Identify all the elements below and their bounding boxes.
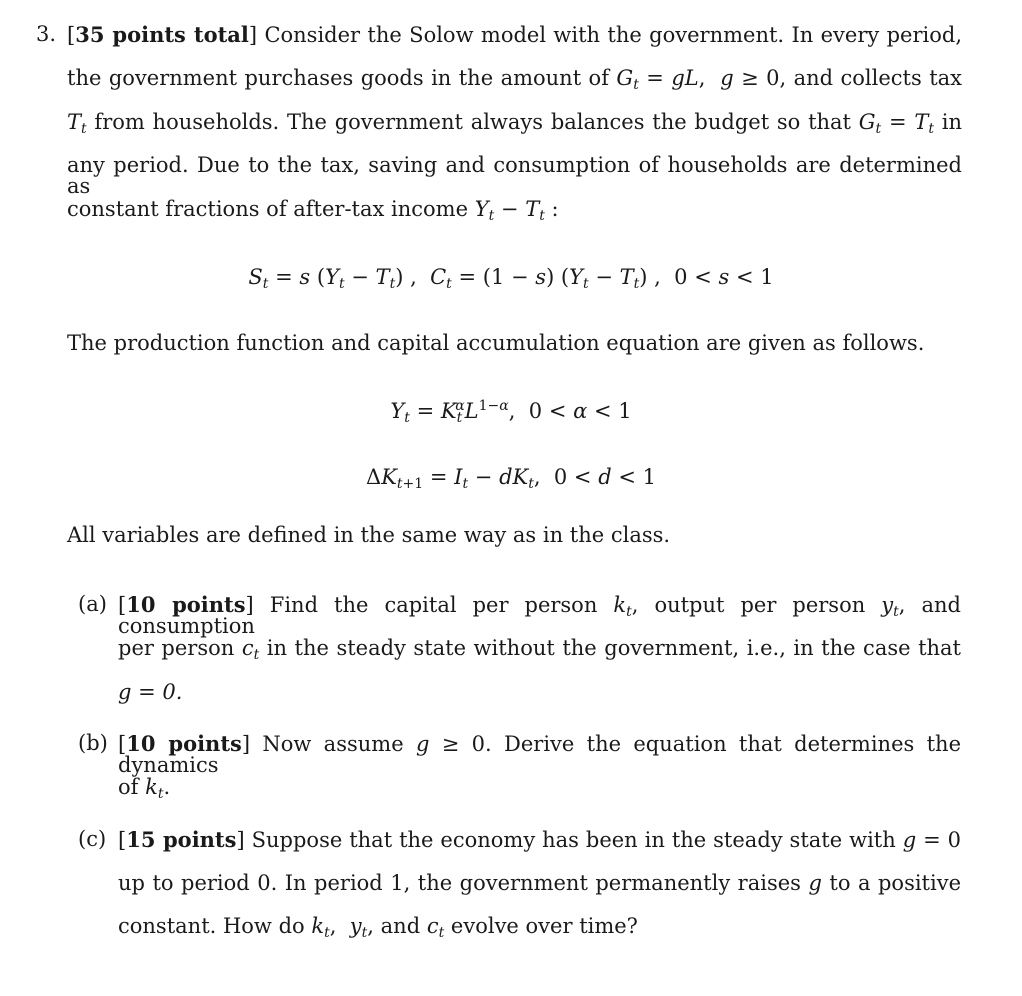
part-a-line-3 bbox=[118, 682, 182, 703]
part-c-line-3: constant. How do $k_t$, $y_t$, and $c_t$ evolve over time? bbox=[118, 914, 638, 941]
part-c-points: 15 points bbox=[126, 827, 237, 852]
problem-number bbox=[36, 24, 56, 45]
consumption-per-person: $c_t$ bbox=[241, 636, 260, 663]
part-b-label: (b) bbox=[78, 731, 108, 755]
intro-line-2 bbox=[67, 66, 962, 93]
intro-text-4: any period. Due to the tax, saving and consumption of households are determined as bbox=[67, 153, 962, 198]
intro-text-3: from households. The government always balances the budget so that bbox=[94, 110, 851, 134]
output-per-person: $y_t$ bbox=[881, 593, 899, 620]
g-equals-zero-c: g = 0 bbox=[902, 828, 962, 852]
ct-symbol: $c_t$ bbox=[426, 914, 445, 941]
production-intro bbox=[67, 333, 924, 354]
intro-text-2: the government purchases goods in the amount of bbox=[67, 66, 609, 90]
production-function-equation: $Y_t = K_t^\alpha L^{1-\alpha}$, 0 < α < 1 bbox=[390, 398, 632, 426]
definition-note-text: All variables are defined in the same way as in the class. bbox=[67, 523, 671, 547]
gov-purchase-eq: $G_t$ = gL, g ≥ 0 bbox=[616, 66, 780, 93]
part-c-line-2: up to period 0. In period 1, the government permanently raises g to a positive bbox=[118, 871, 962, 895]
intro-text-3-tail: in bbox=[941, 110, 962, 134]
saving-consumption-equation: $S_t = s$ $(Y_t - T_t)$ , $C_t = (1 - s) (Y_t - T_t)$ , 0 < s < 1 bbox=[248, 265, 774, 292]
capital-per-person: $k_t$ bbox=[613, 593, 632, 620]
intro-line-1: [35 points total] Consider the Solow model with the government. In every period, bbox=[67, 22, 962, 47]
definition-note bbox=[67, 525, 670, 546]
intro-line-5 bbox=[67, 197, 559, 224]
capital-accumulation-equation: $\Delta K_{t+1} = I_t - dK_t$, 0 < d < 1 bbox=[366, 465, 656, 492]
part-a-label: (a) bbox=[78, 592, 107, 616]
g-equals-zero: g = 0. bbox=[118, 680, 183, 704]
tax-symbol: $T_t$ bbox=[67, 110, 87, 137]
part-c-label: (c) bbox=[78, 827, 107, 851]
g-geq-zero: g ≥ 0 bbox=[415, 732, 486, 756]
intro-text-1: Consider the Solow model with the government. In every period, bbox=[264, 23, 962, 47]
intro-line-3 bbox=[67, 110, 962, 137]
part-b-points: 10 points bbox=[126, 731, 242, 756]
part-c-line-1: [15 points] Suppose that the economy has been in the steady state with g = 0 bbox=[118, 827, 962, 852]
budget-eq: $G_t = T_t$ bbox=[858, 110, 934, 137]
part-b-line-1: [10 points] Now assume g ≥ 0. Derive the equation that determines the dynamics bbox=[118, 731, 961, 777]
problem-number-text: 3. bbox=[36, 22, 57, 46]
part-b-line-2: of $k_t$. bbox=[118, 775, 171, 802]
points-total: 35 points total bbox=[75, 22, 249, 47]
after-tax-income: $Y_t - T_t$ : bbox=[474, 197, 559, 224]
g-symbol: g bbox=[808, 871, 822, 895]
production-intro-text: The production function and capital accumulation equation are given as follows. bbox=[67, 331, 925, 355]
intro-text-2-tail: , and collects tax bbox=[779, 66, 962, 90]
intro-line-4 bbox=[67, 155, 962, 197]
part-a-line-1: [10 points] Find the capital per person $k_t$, output per person $y_t$, and consumption bbox=[118, 592, 961, 638]
kt-symbol: $k_t$ bbox=[145, 775, 164, 802]
kt-yt-symbols: $k_t$, $y_t$ bbox=[311, 914, 368, 941]
intro-text-5: constant fractions of after-tax income bbox=[67, 197, 469, 221]
part-a-line-2: per person $c_t$ in the steady state without the government, i.e., in the case that bbox=[118, 636, 961, 663]
part-a-points: 10 points bbox=[126, 592, 246, 617]
